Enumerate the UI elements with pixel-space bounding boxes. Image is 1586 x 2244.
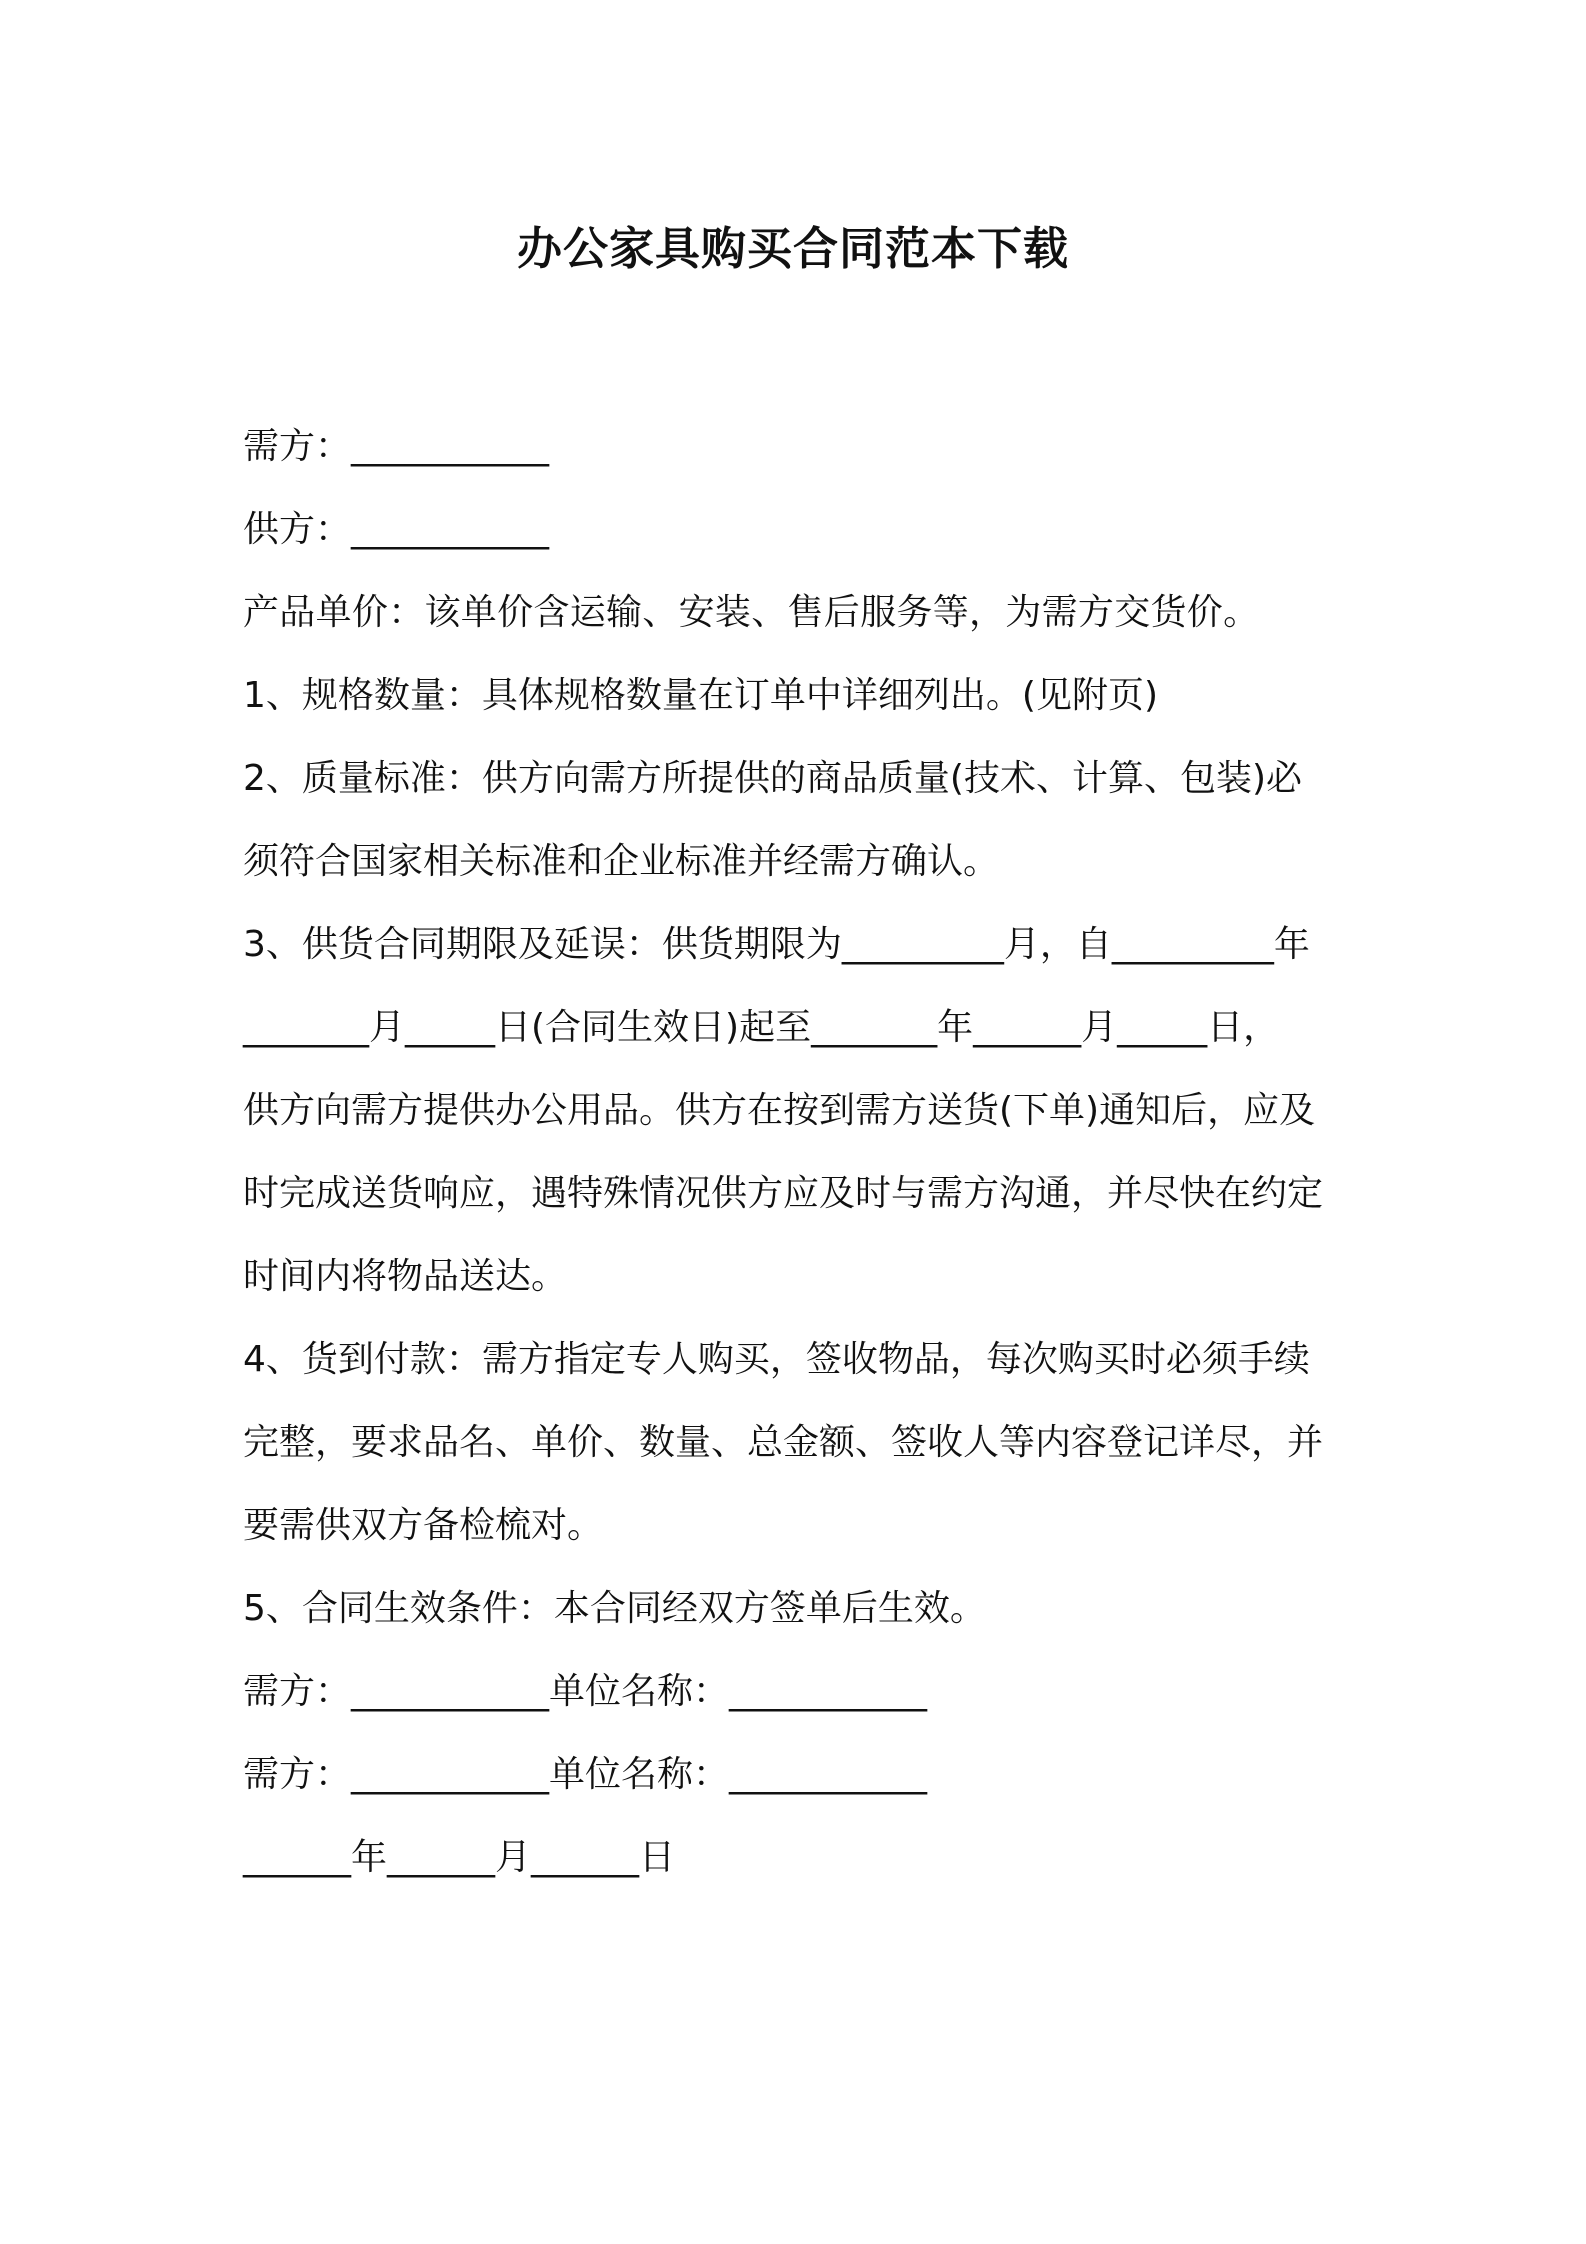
clause-4-payment-line-3: 要需供双方备检梳对。 <box>243 1505 604 1546</box>
clause-2-quality-line-2: 须符合国家相关标准和企业标准并经需方确认。 <box>243 841 1000 882</box>
clause-5-effective: 5、合同生效条件：本合同经双方签单后生效。 <box>243 1588 986 1629</box>
clause-4-payment-line-1: 4、货到付款：需方指定专人购买，签收物品，每次购买时必须手续 <box>243 1339 1310 1380</box>
clause-3-period-line-3: 供方向需方提供办公用品。供方在按到需方送货(下单)通知后，应及 <box>243 1090 1316 1131</box>
document-title: 办公家具购买合同范本下载 <box>516 222 1069 275</box>
demand-party-line: 需方：___________ <box>243 426 550 467</box>
clause-2-quality-line-1: 2、质量标准：供方向需方所提供的商品质量(技术、计算、包装)必 <box>243 758 1302 799</box>
clause-3-period-line-5: 时间内将物品送达。 <box>243 1256 568 1297</box>
contract-body <box>243 405 1358 1899</box>
unit-price-clause: 产品单价：该单价含运输、安装、售后服务等，为需方交货价。 <box>243 592 1260 633</box>
signature-line-1: 需方：___________单位名称：___________ <box>243 1671 928 1712</box>
clause-4-payment-line-2: 完整，要求品名、单价、数量、总金额、签收人等内容登记详尽，并 <box>243 1422 1324 1463</box>
clause-1-specification: 1、规格数量：具体规格数量在订单中详细列出。(见附页) <box>243 675 1158 716</box>
clause-3-period-line-1: 3、供货合同期限及延误：供货期限为_________月，自_________年 <box>243 924 1310 965</box>
signature-line-2: 需方：___________单位名称：___________ <box>243 1754 928 1795</box>
date-line: ______年______月______日 <box>243 1837 675 1878</box>
supply-party-line: 供方：___________ <box>243 509 550 550</box>
clause-3-period-line-4: 时完成送货响应，遇特殊情况供方应及时与需方沟通，并尽快在约定 <box>243 1173 1324 1214</box>
clause-3-period-line-2: _______月_____日(合同生效日)起至_______年______月_____日， <box>243 1007 1280 1048</box>
